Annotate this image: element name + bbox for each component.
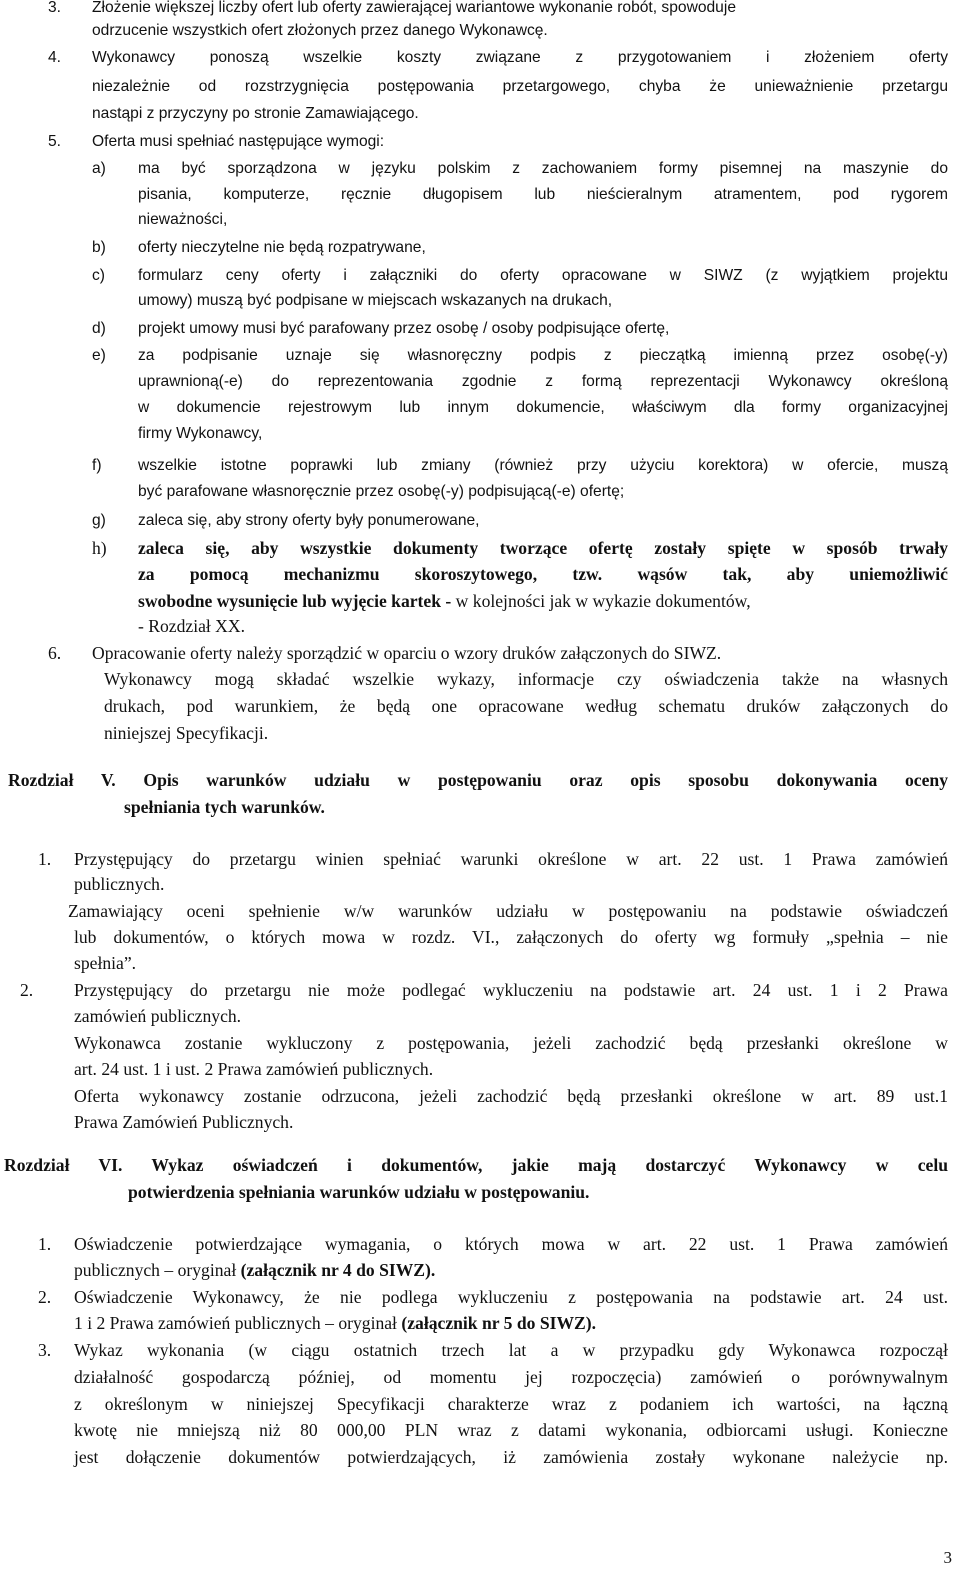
paragraph-line: Wykonawcy ponoszą wszelkie koszty związane z przygotowaniem i złożeniem oferty [92,49,948,66]
paragraph-line: zaleca się, aby strony oferty były ponumerowane, [138,512,480,529]
bold-run: swobodne wysunięcie lub wyjęcie kartek - [138,591,452,611]
paragraph-line: drukach, pod warunkiem, że będą one opracowane według schematu druków załączonych do [104,696,948,716]
paragraph-line: publicznych. [74,874,165,894]
list-marker: g) [92,512,106,529]
paragraph-line: być parafowane własnoręcznie przez osobę(-y) podpisującą(-e) ofertę; [138,483,625,500]
paragraph-line: z określonym w niniejszej Specyfikacji charakterze wraz z podaniem ich wartości, na łączną [74,1394,948,1414]
chapter-heading: Rozdział V. Opis warunków udziału w postępowaniu oraz opis sposobu dokonywania oceny [8,770,948,790]
paragraph-line: uprawnioną(-e) do reprezentowania zgodnie z formą reprezentacji Wykonawcy określoną [138,373,948,390]
paragraph-line: Oświadczenie Wykonawcy, że nie podlega wykluczeniu z postępowania na podstawie art. 24 ust. [74,1287,948,1307]
paragraph-line: za pomocą mechanizmu skoroszytowego, tzw. wąsów tak, aby uniemożliwić [138,564,948,584]
paragraph-line: Złożenie większej liczby ofert lub oferty zawierającej wariantowe wykonanie robót, spowoduje [92,0,736,16]
paragraph-line: niezależnie od rozstrzygnięcia postępowania przetargowego, chyba że unieważnienie przetargu [92,78,948,95]
item-number: 3. [48,0,62,16]
paragraph-line: nastąpi z przyczyny po stronie Zamawiającego. [92,105,419,122]
paragraph-line: działalność gospodarczą później, od momentu jej rozpoczęcia) zamówień o porównywalnym [74,1367,948,1387]
item-number: 6. [48,643,62,663]
paragraph-line: za podpisanie uznaje się własnoręczny podpis z pieczątką imienną przez osobę(-y) [138,347,948,364]
paragraph-line: spełnia”. [74,953,137,973]
page-number: 3 [943,1548,952,1567]
regular-run: 1 i 2 Prawa zamówień publicznych – oryginał [74,1313,402,1333]
paragraph-line: wszelkie istotne poprawki lub zmiany (również przy użyciu korektora) w ofercie, muszą [138,457,948,474]
list-marker: c) [92,267,105,284]
paragraph-line: oferty nieczytelne nie będą rozpatrywane, [138,239,426,256]
item-number: 2. [38,1287,52,1307]
chapter-heading: potwierdzenia spełniania warunków udziału w postępowaniu. [128,1182,590,1202]
paragraph-line: niniejszej Specyfikacji. [104,723,269,743]
paragraph-line: pisania, komputerze, ręcznie długopisem lub nieścieralnym atramentem, pod rygorem [138,186,948,203]
paragraph-line: Opracowanie oferty należy sporządzić w oparciu o wzory druków załączonych do SIWZ. [92,643,722,663]
item-number: 1. [38,1234,52,1254]
list-marker: h) [92,538,107,558]
chapter-heading: spełniania tych warunków. [124,797,325,817]
paragraph-line [74,1311,596,1335]
paragraph-line: Prawa Zamówień Publicznych. [74,1112,294,1132]
paragraph-line: odrzucenie wszystkich ofert złożonych przez danego Wykonawcę. [92,22,548,39]
paragraph-line: zaleca się, aby wszystkie dokumenty tworzące ofertę zostały spięte w sposób trwały [138,538,948,558]
list-marker: d) [92,320,106,337]
paragraph-line: ma być sporządzona w języku polskim z zachowaniem formy pisemnej na maszynie do [138,160,948,177]
paragraph-line: lub dokumentów, o których mowa w rozdz. VI., załączonych do oferty wg formuły „spełnia – nie [74,927,948,947]
paragraph-line: - Rozdział XX. [138,616,245,636]
item-number: 5. [48,133,62,150]
paragraph-line: Przystępujący do przetargu winien spełniać warunki określone w art. 22 ust. 1 Prawa zamówień [74,849,948,869]
chapter-heading: Rozdział VI. Wykaz oświadczeń i dokumentów, jakie mają dostarczyć Wykonawcy w celu [4,1155,948,1175]
bold-run: (załącznik nr 5 do SIWZ). [401,1313,597,1333]
paragraph-line: Wykaz wykonania (w ciągu ostatnich trzech lat a w przypadku gdy Wykonawca rozpoczął [74,1340,948,1360]
paragraph-line: umowy) muszą być podpisane w miejscach wskazanych na drukach, [138,292,613,309]
paragraph-line: Wykonawca zostanie wykluczony z postępowania, jeżeli zachodzić będą przesłanki określone w [74,1033,948,1053]
paragraph-line: Oświadczenie potwierdzające wymagania, o których mowa w art. 22 ust. 1 Prawa zamówień [74,1234,948,1254]
item-number: 1. [38,849,52,869]
paragraph-line: formularz ceny oferty i załączniki do oferty opracowane w SIWZ (z wyjątkiem projektu [138,267,948,284]
list-marker: a) [92,160,106,177]
paragraph-line: projekt umowy musi być parafowany przez osobę / osoby podpisujące ofertę, [138,320,670,337]
paragraph-line [138,589,751,613]
item-number: 3. [38,1340,52,1360]
paragraph-line: nieważności, [138,211,228,228]
item-number: 4. [48,49,62,66]
bold-run: (załącznik nr 4 do SIWZ). [240,1260,436,1280]
regular-run: publicznych – oryginał [74,1260,241,1280]
paragraph-line: art. 24 ust. 1 i ust. 2 Prawa zamówień publicznych. [74,1059,434,1079]
paragraph-line: Przystępujący do przetargu nie może podlegać wykluczeniu na podstawie art. 24 ust. 1 i 2 Prawa [74,980,948,1000]
item-number: 2. [20,980,34,1000]
list-marker: e) [92,347,106,364]
paragraph-line: firmy Wykonawcy, [138,425,263,442]
paragraph-line: Wykonawcy mogą składać wszelkie wykazy, informacje czy oświadczenia także na własnych [104,669,948,689]
paragraph-line: kwotę nie mniejszą niż 80 000,00 PLN wraz z datami wykonania, odbiorcami usługi. Konieczne [74,1420,948,1440]
regular-run: w kolejności jak w wykazie dokumentów, [451,591,751,611]
paragraph-line: Zamawiający oceni spełnienie w/w warunków udziału w postępowaniu na podstawie oświadczeń [68,901,948,921]
list-marker: f) [92,457,102,474]
paragraph-line: Oferta wykonawcy zostanie odrzucona, jeżeli zachodzić będą przesłanki określone w art. 89 ust.1 [74,1086,948,1106]
paragraph-line [74,1258,435,1282]
paragraph-line: zamówień publicznych. [74,1006,242,1026]
paragraph-line: w dokumencie rejestrowym lub innym dokumencie, właściwym dla formy organizacyjnej [138,399,948,416]
paragraph-line: Oferta musi spełniać następujące wymogi: [92,133,385,150]
list-marker: b) [92,239,106,256]
paragraph-line: jest dołączenie dokumentów potwierdzających, iż zamówienia zostały wykonane należycie np. [74,1447,948,1467]
